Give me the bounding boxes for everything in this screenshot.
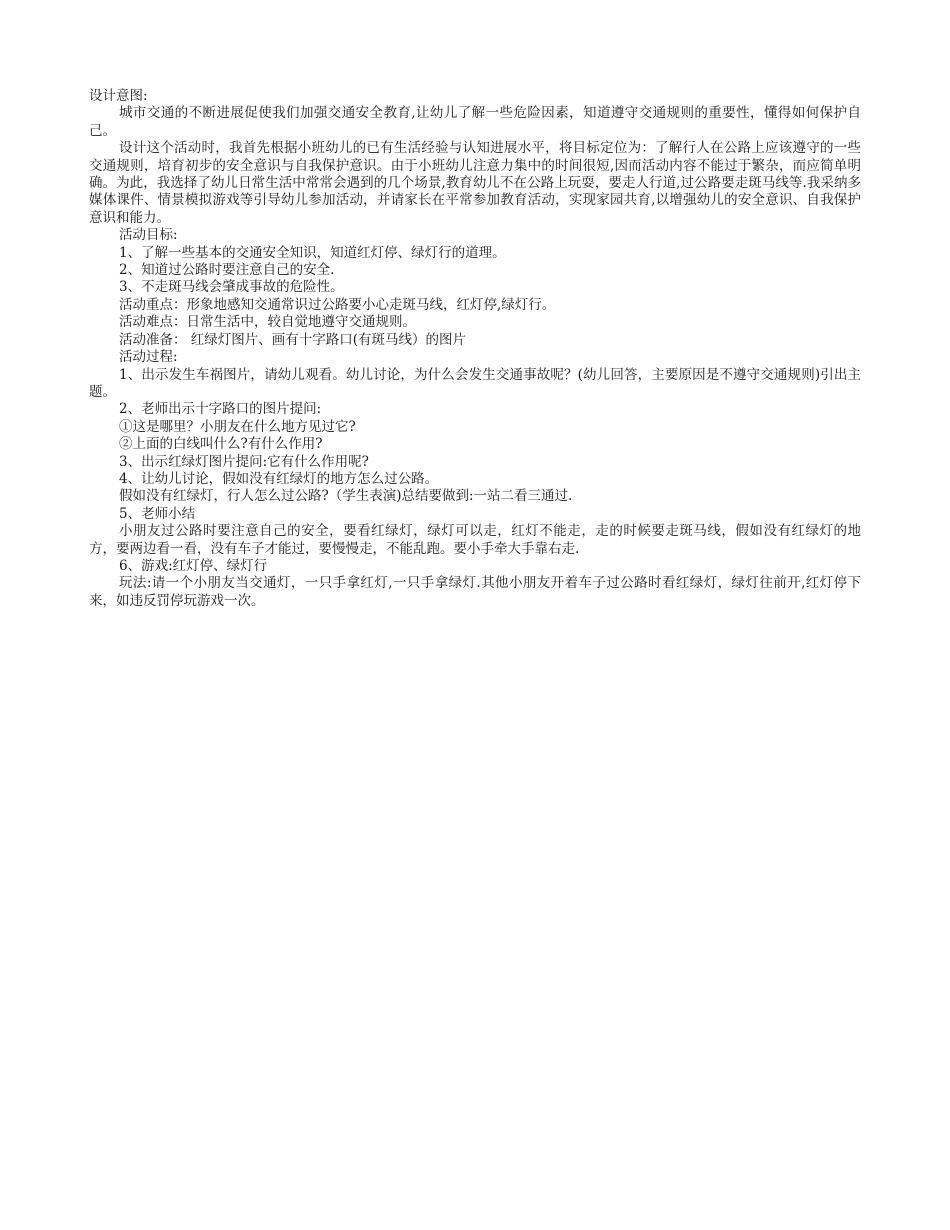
process-step-1: 1、出示发生车祸图片，请幼儿观看。幼儿讨论，为什么会发生交通事故呢？(幼儿回答，主要原因是不遵守交通规则)引出主题。 bbox=[89, 366, 861, 400]
section-heading-goals: 活动目标: bbox=[119, 227, 178, 244]
key-point: 活动重点：形象地感知交通常识过公路要小心走斑马线，红灯停,绿灯行。 bbox=[119, 296, 556, 313]
game-rules: 玩法:请一个小朋友当交通灯，一只手拿红灯,一只手拿绿灯.其他小朋友开着车子过公路时看红绿灯，绿灯往前开,红灯停下来，如违反罚停玩游戏一次。 bbox=[89, 575, 861, 609]
process-step-3: 3、出示红绿灯图片提问:它有什么作用呢? bbox=[119, 453, 369, 470]
question-2: ②上面的白线叫什么?有什么作用? bbox=[119, 436, 323, 453]
process-step-5: 5、老师小结 bbox=[119, 505, 196, 522]
preparation: 活动准备： 红绿灯图片、画有十字路口(有斑马线）的图片 bbox=[119, 331, 467, 348]
process-step-4-detail: 假如没有红绿灯，行人怎么过公路?（学生表演)总结要做到:一站二看三通过. bbox=[119, 488, 573, 505]
section-heading-process: 活动过程: bbox=[119, 349, 178, 366]
process-step-4: 4、让幼儿讨论，假如没有红绿灯的地方怎么过公路。 bbox=[119, 470, 439, 487]
question-1: ①这是哪里？小朋友在什么地方见过它? bbox=[119, 418, 356, 435]
goal-item-2: 2、知道过公路时要注意自己的安全. bbox=[119, 262, 335, 279]
process-step-6: 6、游戏:红灯停、绿灯行 bbox=[119, 557, 268, 574]
paragraph-design-rationale: 设计这个活动时，我首先根据小班幼儿的已有生活经验与认知进展水平，将目标定位为：了解行人在公路上应该遵守的一些交通规则，培育初步的安全意识与自我保护意识。由于小班幼儿注意力集中的时间很短,因而活动内容不能过于繁杂，而应简单明确。为此，我选择了幼儿日常生活中常常会遇到的几个场景,教育幼儿不在公路上玩耍，要走人行道,过公路要走斑马线等.我采纳多媒体课件、情景模拟游戏等引导幼儿参加活动，并请家长在平常参加教育活动，实现家园共育,以增强幼儿的安全意识、自我保护意识和能力。 bbox=[89, 140, 861, 226]
document-page bbox=[89, 88, 861, 610]
goal-item-3: 3、不走斑马线会肇成事故的危险性。 bbox=[119, 279, 344, 296]
goal-item-1: 1、了解一些基本的交通安全知识，知道红灯停、绿灯行的道理。 bbox=[119, 244, 506, 261]
teacher-summary: 小朋友过公路时要注意自己的安全，要看红绿灯，绿灯可以走，红灯不能走，走的时候要走斑马线，假如没有红绿灯的地方，要两边看一看，没有车子才能过，要慢慢走，不能乱跑。要小手牵大手靠右走. bbox=[89, 523, 861, 557]
process-step-2: 2、老师出示十字路口的图片提问: bbox=[119, 401, 322, 418]
difficulty-point: 活动难点：日常生活中，较自觉地遵守交通规则。 bbox=[119, 314, 416, 331]
paragraph-intro: 城市交通的不断进展促使我们加强交通安全教育,让幼儿了解一些危险因素，知道遵守交通规则的重要性，懂得如何保护自己。 bbox=[89, 105, 861, 139]
section-heading-design-intent: 设计意图: bbox=[89, 88, 148, 104]
